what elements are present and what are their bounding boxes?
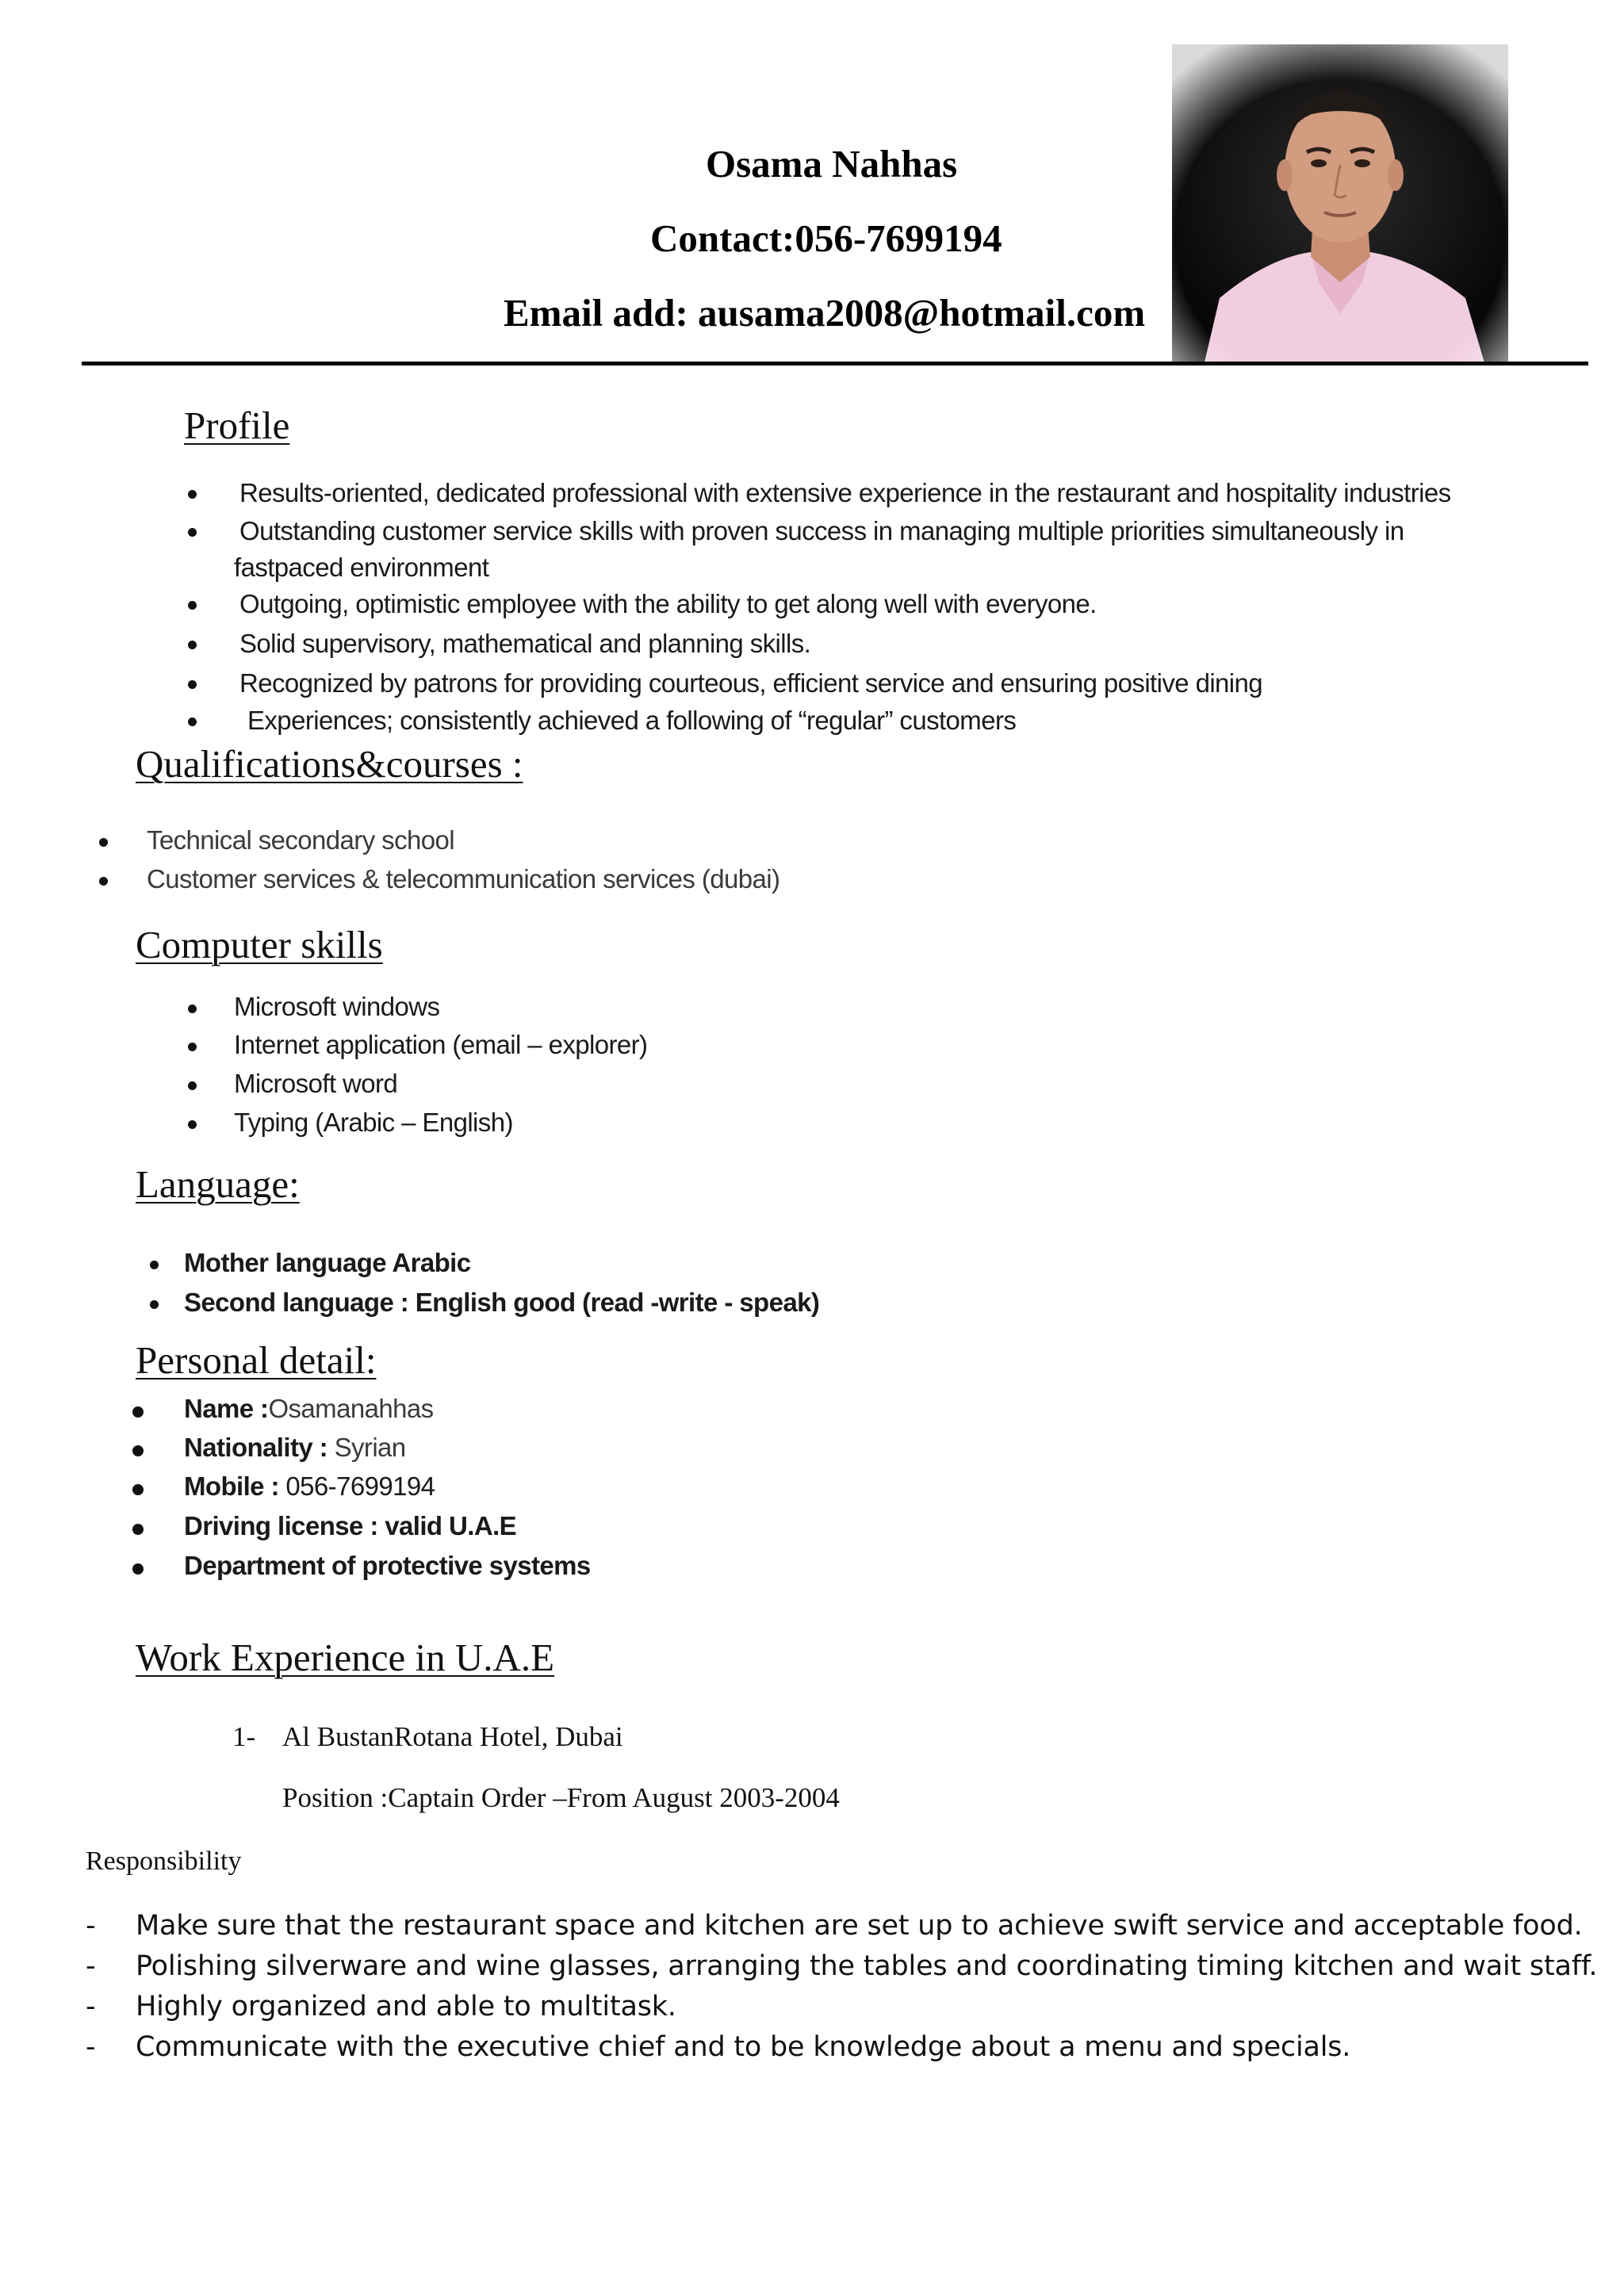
qualification-item: Technical secondary school [147, 825, 454, 855]
bullet-icon [150, 1261, 159, 1269]
responsibility-item: Make sure that the restaurant space and kitchen are set up to achieve swift service and acceptable food. [136, 1910, 1583, 1942]
computer-skill-item: Microsoft windows [234, 992, 440, 1021]
job-employer: Al BustanRotana Hotel, Dubai [282, 1721, 623, 1752]
language-item: Second language : English good (read -write - speak) [184, 1288, 820, 1317]
personal-department: Department of protective systems [184, 1551, 591, 1580]
profile-item: Outstanding customer service skills with proven success in managing multiple priorities simultaneously in [239, 516, 1404, 545]
dash-marker: - [86, 1910, 96, 1942]
section-title-work-experience: Work Experience in U.A.E [136, 1636, 555, 1679]
computer-skill-item: Internet application (email – explorer) [234, 1030, 648, 1059]
responsibility-item: Communicate with the executive chief and to be knowledge about a menu and specials. [136, 2031, 1351, 2063]
profile-photo [1172, 44, 1508, 365]
responsibility-item: Polishing silverware and wine glasses, arranging the tables and coordinating timing kitchen and wait staff. [136, 1950, 1598, 1982]
bullet-icon [99, 877, 108, 886]
personal-driving-license: Driving license : valid U.A.E [184, 1511, 517, 1540]
bullet-icon [188, 601, 197, 610]
bullet-icon [132, 1563, 144, 1575]
job-position: Position :Captain Order –From August 2003-2004 [282, 1782, 840, 1813]
section-title-profile: Profile [184, 404, 290, 447]
bullet-icon [132, 1445, 144, 1456]
bullet-icon [188, 1081, 197, 1090]
bullet-icon [188, 641, 197, 649]
responsibility-item: Highly organized and able to multitask. [136, 1991, 676, 2022]
bullet-icon [150, 1300, 159, 1309]
qualification-item: Customer services & telecommunication services (dubai) [147, 864, 780, 894]
bullet-icon [188, 680, 197, 689]
profile-item-continuation: fastpaced environment [234, 553, 489, 582]
personal-nationality: Nationality : Syrian [184, 1433, 406, 1462]
candidate-name: Osama Nahhas [706, 142, 958, 186]
bullet-icon [188, 1043, 197, 1051]
computer-skill-item: Microsoft word [234, 1069, 398, 1098]
bullet-icon [188, 1004, 197, 1013]
contact-email: Email add: ausama2008@hotmail.com [504, 291, 1146, 335]
bullet-icon [188, 490, 197, 499]
dash-marker: - [86, 1950, 96, 1982]
profile-item: Results-oriented, dedicated professional with extensive experience in the restaurant and hospitality industries [239, 478, 1451, 507]
dash-marker: - [86, 2031, 96, 2063]
bullet-icon [132, 1524, 144, 1535]
section-title-computer-skills: Computer skills [136, 923, 383, 966]
language-item: Mother language Arabic [184, 1248, 471, 1277]
job-number: 1- [232, 1721, 256, 1752]
profile-item: Experiences; consistently achieved a following of “regular” customers [247, 706, 1017, 735]
section-title-qualifications: Qualifications&courses : [136, 742, 523, 786]
personal-mobile: Mobile : 056-7699194 [184, 1471, 435, 1501]
bullet-icon [188, 1120, 197, 1129]
header-divider [82, 362, 1588, 365]
profile-item: Recognized by patrons for providing courteous, efficient service and ensuring positive dining [239, 668, 1263, 698]
bullet-icon [188, 718, 197, 726]
section-title-personal-detail: Personal detail: [136, 1338, 377, 1382]
computer-skill-item: Typing (Arabic – English) [234, 1108, 513, 1137]
bullet-icon [132, 1484, 144, 1495]
personal-name: Name :Osamanahhas [184, 1394, 434, 1423]
section-title-language: Language: [136, 1162, 300, 1206]
profile-item: Outgoing, optimistic employee with the ability to get along well with everyone. [239, 589, 1097, 618]
dash-marker: - [86, 1991, 96, 2022]
bullet-icon [188, 528, 197, 537]
bullet-icon [132, 1406, 144, 1418]
responsibility-label: Responsibility [86, 1846, 242, 1876]
bullet-icon [99, 838, 108, 847]
contact-phone: Contact:056-7699194 [650, 216, 1002, 260]
profile-item: Solid supervisory, mathematical and planning skills. [239, 629, 811, 658]
